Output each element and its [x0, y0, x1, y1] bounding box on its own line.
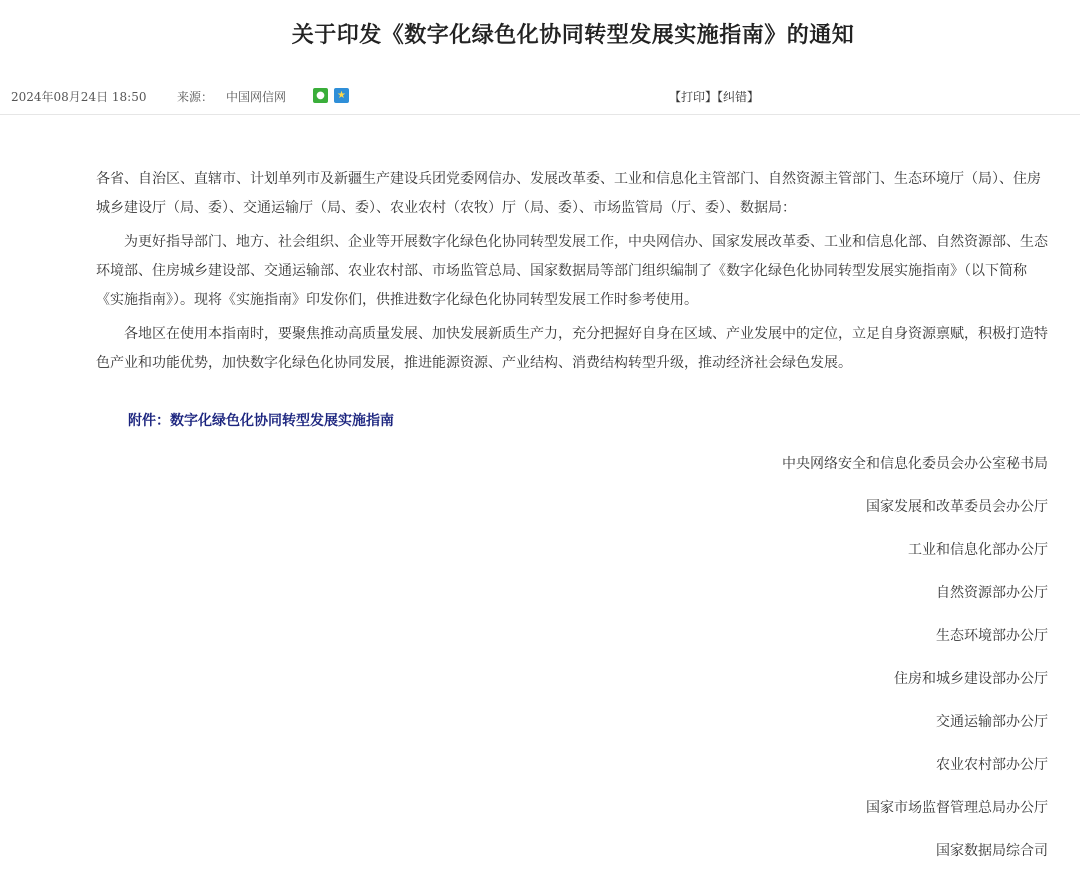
signature-block — [782, 451, 1048, 876]
correct-link[interactable]: 【纠错】 — [717, 90, 760, 104]
signature-line: 生态环境部办公厅 — [936, 628, 1048, 644]
signature-line: 工业和信息化部办公厅 — [908, 542, 1048, 558]
signature-line: 住房和城乡建设部办公厅 — [894, 671, 1048, 687]
signature-line: 自然资源部办公厅 — [936, 585, 1048, 601]
meta-actions — [669, 88, 759, 105]
signature-line: 国家发展和改革委员会办公厅 — [866, 499, 1048, 515]
body-paragraph-1: 为更好指导部门、地方、社会组织、企业等开展数字化绿色化协同转型发展工作，中央网信办、国家发展改革委、工业和信息化部、自然资源部、生态环境部、住房城乡建设部、交通运输部、农业农村部、市场监管总局、国家数据局等部门组织编制了《数字化绿色化协同转型发展实施指南》（以下简称《实施指南》）。现将《实施指南》印发你们，供推进数字化绿色化协同转型发展工作时参考使用。 — [96, 234, 1048, 308]
signature-line: 国家市场监督管理总局办公厅 — [866, 800, 1048, 816]
signature-line: 交通运输部办公厅 — [936, 714, 1048, 730]
wechat-share-icon[interactable]: ● — [313, 88, 328, 103]
qzone-share-icon[interactable]: ★ — [334, 88, 349, 103]
print-link[interactable]: 【打印】 — [669, 90, 718, 104]
page-title: 关于印发《数字化绿色化协同转型发展实施指南》的通知 — [291, 23, 855, 48]
source-label: 来源： — [177, 90, 214, 104]
meta-bar — [0, 80, 1080, 115]
attachment-link[interactable]: 附件：数字化绿色化协同转型发展实施指南 — [128, 413, 394, 429]
body-paragraph-2: 各地区在使用本指南时，要聚焦推动高质量发展、加快发展新质生产力，充分把握好自身在区域、产业发展中的定位，立足自身资源禀赋，积极打造特色产业和功能优势，加快数字化绿色化协同发展，推进能源资源、产业结构、消费结构转型升级，推动经济社会绿色发展。 — [96, 326, 1048, 371]
source-name: 中国网信网 — [226, 90, 287, 104]
signature-line: 国家数据局综合司 — [936, 843, 1048, 859]
recipients-paragraph: 各省、自治区、直辖市、计划单列市及新疆生产建设兵团党委网信办、发展改革委、工业和信息化主管部门、自然资源主管部门、生态环境厅（局）、住房城乡建设厅（局、委）、交通运输厅（局、委）、农业农村（农牧）厅（局、委）、市场监管局（厅、委）、数据局： — [96, 171, 1041, 216]
article-body — [96, 165, 1050, 383]
publish-date: 2024年08月24日 18:50 — [11, 90, 147, 104]
signature-line: 中央网络安全和信息化委员会办公室秘书局 — [782, 456, 1048, 472]
signature-line: 农业农村部办公厅 — [936, 757, 1048, 773]
